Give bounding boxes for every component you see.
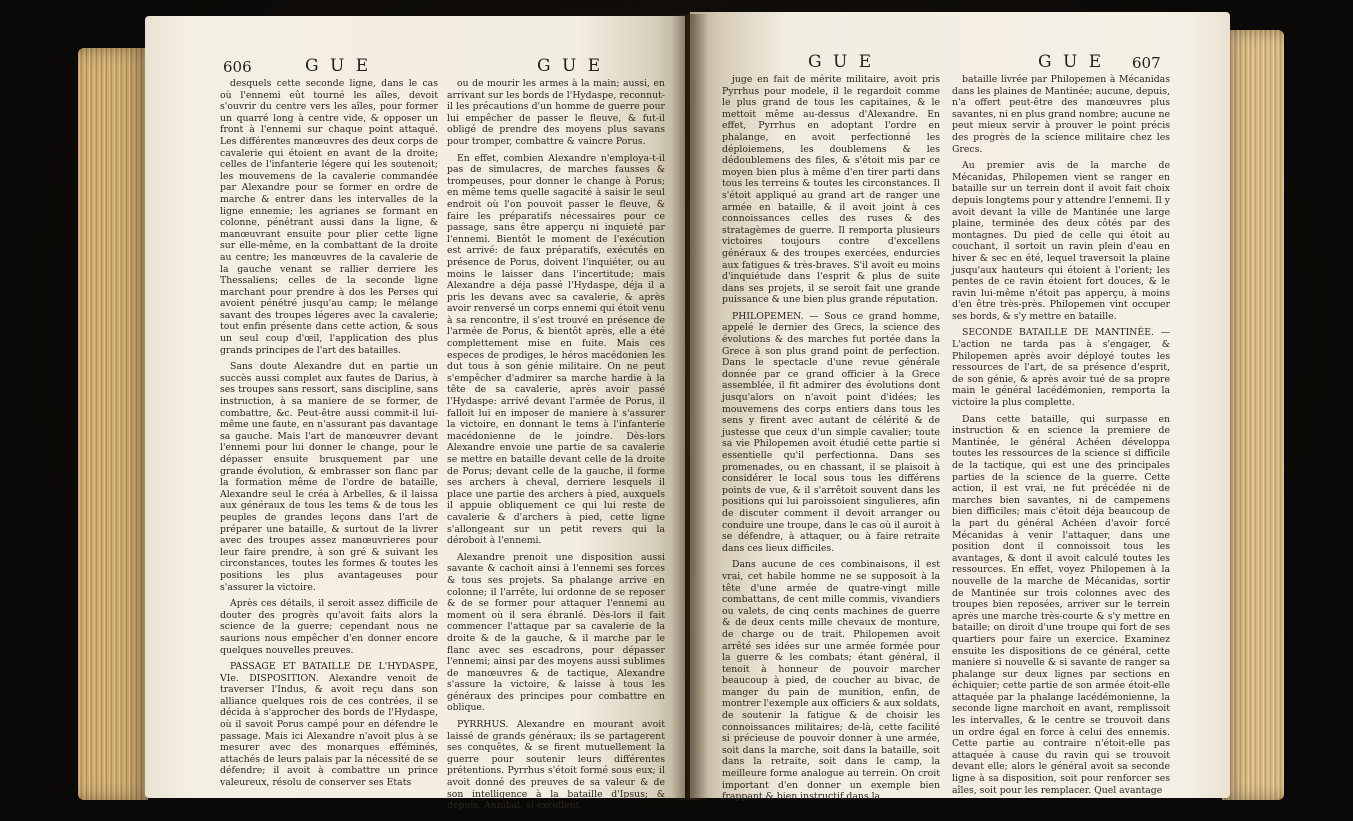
running-head-left-col1: G U E (305, 56, 372, 76)
page-number-left: 606 (223, 58, 252, 76)
right-page-column-1 (722, 74, 940, 808)
right-page-edges (1222, 30, 1284, 800)
paragraph: Après ces détails, il seroit assez difficile de douter des progrès qu'avoit faits alors la science de la guerre; cependant nous ne saurions nous empêcher d'en donner encore quelques nouvelles preuves. (220, 598, 438, 656)
right-page-column-2 (952, 74, 1170, 801)
paragraph: PHILOPEMEN. — Sous ce grand homme, appelé le dernier des Grecs, la science des évolutions & des marches fut portée dans la Grece à son plus grand point de perfection. Dans le spectacle d'une revue générale donnée par ce grand officier à la Grece assemblée, il fit admirer des évolutions dont jusqu'alors on n'avoit point d'idées; les mouvemens des corps entiers dans tous les sens y firent avec autant de célérité & de justesse que ceux d'un simple cavalier; toute sa vie Philopemen avoit étudié cette partie si essentielle qu'il perfectionna. Dans ses promenades, ou en chassant, il se plaisoit à considérer le local sous tous les différens points de vue, & il s'arrêtoit souvent dans les positions qui lui paroissoient singulieres, afin de discuter comment il devoit arranger ou conduire une troupe, dans le cas où il auroit à se défendre, à attaquer, ou à faire retraite dans ces lieux difficiles. (722, 310, 940, 554)
paragraph: Alexandre prenoit une disposition aussi savante & cachoit ainsi à l'ennemi ses forces & tous ses projets. Sa phalange arrive en colonne; il l'arrête, lui ordonne de se reposer & de se former pour attaquer l'ennemi au moment où il sera ébranlé. Dès-lors il fait commencer l'attaque par sa cavalerie de la droite & de la gauche, & il marche par le flanc avec ses escadrons, pour dépasser l'ennemi; ainsi par des moyens aussi sublimes de manœuvres & de tactique, Alexandre s'assure la victoire, & laisse à tous les généraux des principes pour combattre en oblique. (447, 551, 665, 714)
running-head-right-col2: G U E (1038, 52, 1105, 72)
paragraph: juge en fait de mérite militaire, avoit pris Pyrrhus pour modele, il le regardoit comme le plus grand de tous les capitaines, & le mettoit même au-dessus d'Alexandre. En effet, Pyrrhus en adoptant l'ordre en phalange, en avoit perfectionné les déploiemens, les doublemens & les dédoublemens des files, & s'étoit mis par ce moyen bien plus à même d'en tirer parti dans tous les terreins & toutes les circonstances. Il s'étoit appliqué au grand art de ranger une armée en bataille, & il avoit joint à ces connoissances celles des ruses & des stratagèmes de guerre. Il remporta plusieurs victoires toujours contre d'excellens généraux & des troupes exercées, endurcies aux fatigues & très-braves. S'il avoit eu moins d'inquiétude dans l'esprit & plus de suite dans ses projets, il se seroit fait une grande puissance & une bien plus grande réputation. (722, 74, 940, 306)
left-page-column-2 (447, 78, 665, 817)
page-number-right: 607 (1132, 54, 1161, 72)
left-page-column-1 (220, 78, 438, 794)
paragraph: PYRRHUS. Alexandre en mourant avoit laissé de grands généraux; ils se partagerent ses conquêtes, & se firent mutuellement la guerre pour soutenir leurs différentes prétentions. Pyrrhus s'étoit formé sous eux; il avoit donné des preuves de sa valeur & de son intelligence à la bataille d'Ipsus; & depuis, Annibal, si excellent (447, 719, 665, 812)
paragraph: ou de mourir les armes à la main; aussi, en arrivant sur les bords de l'Hydaspe, reconnut-il les précautions d'un homme de guerre pour lui empêcher de passer le fleuve, & fut-il obligé de prendre des moyens plus savans pour tromper, combattre & vaincre Porus. (447, 78, 665, 147)
paragraph: desquels cette seconde ligne, dans le cas où l'ennemi eût tourné les aîles, devoit s'ouvrir du centre vers les aîles, pour former un quarré long à centre vide, & opposer un front à l'ennemi sur chaque point attaqué. Les différentes manœuvres des deux corps de cavalerie qui étoient en avant de la droite; celles de l'infanterie légere qui les soutenoit; les mouvemens de la cavalerie commandée par Alexandre pour se former en ordre de marche & entrer dans les intervalles de la ligne ennemie; les agrianes se formant en colonne, pénétrant aussi dans la ligne, & manœuvrant ensuite pour plier cette ligne sur elle-même, en la combattant de la droite au centre; les manœuvres de la cavalerie de la gauche venant se rallier derriere les Thessaliens; celles de la seconde ligne marchant pour prendre à dos les Perses qui avoient pénétré jusqu'au camp; le mélange savant des troupes légeres avec la cavalerie; tout enfin présente dans cette action, & sous un seul coup d'œil, l'application des plus grands principes de l'art des batailles. (220, 78, 438, 356)
paragraph: SECONDE BATAILLE DE MANTINÉE. — L'action ne tarda pas à s'engager, & Philopemen après avoir déployé toutes les ressources de l'art, de sa présence d'esprit, de son génie, & après avoir tué de sa propre main le général lacédémonien, remporta la victoire la plus complette. (952, 327, 1170, 409)
paragraph: Au premier avis de la marche de Mécanidas, Philopemen vient se ranger en bataille sur un terrein dont il avoit fait choix depuis longtems pour y attendre l'ennemi. Il y avoit devant la ville de Mantinée une large plaine, terminée des deux côtés par des montagnes. Du pied de celle qui étoit au couchant, il sortoit un ravin plein d'eau en hiver & sec en été, lequel traversoit la plaine jusqu'aux hauteurs qui étoient à l'orient; les pentes de ce ravin étoient fort douces, & le ravin lui-même n'étoit pas apperçu, à moins d'en être très-près. Philopemen vint occuper ses bords, & s'y mettre en bataille. (952, 160, 1170, 322)
left-page-edges (78, 48, 148, 800)
paragraph: Dans aucune de ces combinaisons, il est vrai, cet habile homme ne se supposoit à la tête d'une armée de quatre-vingt mille combattans, de cent mille commis, vivandiers ou valets, de cinq cents machines de guerre & de deux cents mille chevaux de monture, de charge ou de trait. Philopemen avoit arrêté ses idées sur une armée formée pour la guerre & les combats; étant général, il tenoit à honneur de pouvoir marcher beaucoup à pied, de coucher au bivac, de manger du pain de munition, enfin, de montrer l'exemple aux officiers & aux soldats, de soutenir la fatigue & de choisir les connoissances militaires; de-là, cette facilité si précieuse de pouvoir donner à une armée, soit dans la marche, soit dans la bataille, soit dans la retraite, soit dans le camp, la meilleure forme analogue au terrein. On croit important d'en donner un exemple bien frappant & bien instructif dans la (722, 559, 940, 803)
running-head-left-col2: G U E (537, 56, 604, 76)
right-page (690, 12, 1230, 803)
running-head-right-col1: G U E (808, 52, 875, 72)
left-page (145, 16, 685, 812)
paragraph: En effet, combien Alexandre n'employa-t-il pas de simulacres, de marches fausses & trompeuses, pour donner le change à Porus; en même tems quelle sagacité à saisir le seul endroit où l'on pouvoit passer le fleuve, & faire les préparatifs nécessaires pour ce passage, sans être apperçu ni inquieté par l'ennemi. Bientôt le moment de l'exécution est arrivé: de faux préparatifs, exécutés en présence de Porus, doivent l'inquiéter, ou au moins le laisser dans l'incertitude; mais Alexandre a déja passé l'Hydaspe, déja il a pris les devans avec sa cavalerie, & après avoir renversé un corps ennemi qui étoit venu à sa rencontre, il s'est trouvé en présence de l'armée de Porus, & bientôt après, elle a été complettement mise en fuite. Mais ces especes de prodiges, le héros macédonien les dut tous à son génie militaire. On ne peut s'empêcher d'admirer sa marche hardie à la tête de sa cavalerie, après avoir passé l'Hydaspe: arrivé devant l'armée de Porus, il falloit lui en imposer de maniere à s'assurer la victoire, en donnant le tems à l'infanterie macédonienne de le joindre. Dès-lors Alexandre envoie une partie de sa cavalerie se mettre en bataille devant celle de la droite de Porus; devant celle de la gauche, il forme ses archers à cheval, derriere lesquels il place une partie des archers à pied, auxquels il appuie obliquement ce qui lui reste de cavalerie & d'archers à pied, cette ligne s'allongeant sur un petit revers qui la déroboit à l'ennemi. (447, 152, 665, 547)
paragraph: Dans cette bataille, qui surpasse en instruction & en science la premiere de Mantinée, le général Achéen développa toutes les ressources de la science si difficile de la tactique, qui est une des principales parties de la science de la guerre. Cette action, il est vrai, ne fut précédée ni de marches bien savantes, ni de campemens bien difficiles; mais c'étoit déja beaucoup de la part du général Achéen d'avoir forcé Mécanidas à venir l'attaquer, dans une position dont il connoissoit tous les avantages, & dont il avoit calculé toutes les ressources. En effet, voyez Philopemen à la nouvelle de la marche de Mécanidas, sortir de Mantinée sur trois colonnes avec des troupes bien reposées, arriver sur le terrein après une marche très-courte & s'y mettre en bataille; on diroit d'une troupe qui fort de ses quartiers pour faire un exercice. Examinez ensuite les dispositions de ce général, cette maniere si nouvelle & si savante de ranger sa phalange sur deux lignes par sections en échiquier; cette partie de son armée étoit-elle attaquée par la phalange lacédémonienne, la seconde ligne marchoit en avant, remplissoit les intervalles, & le centre se trouvoit dans un ordre égal en force à celui des ennemis. Cette partie au contraire n'étoit-elle pas attaquée à cause du ravin qui se trouvoit devant elle; alors le général avoit sa seconde ligne à sa disposition, soit pour renforcer ses aîles, soit pour les remplacer. Quel avantage (952, 413, 1170, 796)
paragraph: PASSAGE ET BATAILLE DE L'HYDASPE, VIe. DISPOSITION. Alexandre venoit de traverser l'Indus, & avoit reçu dans son alliance quelques rois de ces contrées, il se décida à s'approcher des bords de l'Hydaspe, où il savoit Porus campé pour en défendre le passage. Mais ici Alexandre n'avoit plus à se mesurer avec des monarques efféminés, attachés de leurs palais par la nécessité de se défendre; il avoit à combattre un prince valeureux, résolu de conserver ses Etats (220, 661, 438, 789)
paragraph: Sans doute Alexandre dut en partie un succès aussi complet aux fautes de Darius, à ses troupes sans ressort, sans discipline, sans instruction, à sa maniere de se former, de combattre, &c. Peut-être aussi commit-il lui-même une faute, en n'assurant pas davantage sa gauche. Mais l'art de manœuvrer devant l'ennemi pour lui donner le change, pour le dépasser ensuite brusquement par une grande évolution, & embrasser son flanc par la formation même de l'ordre de bataille, Alexandre seul le créa à Arbelles, & il laissa aux généraux de tous les tems & de tous les peuples de grandes leçons dans l'art de préparer une bataille, & surtout de la livrer avec des troupes assez manœuvrieres pour leur faire prendre, à son gré & suivant les circonstances, toutes les formes & toutes les positions les plus avantageuses pour s'assurer la victoire. (220, 361, 438, 593)
paragraph: bataille livrée par Philopemen à Mécanidas dans les plaines de Mantinée; aucune, depuis, n'a offert peut-être des manœuvres plus savantes, ni en plus grand nombre; aucune ne peut mieux servir à prouver le point précis des progrès de la science militaire chez les Grecs. (952, 74, 1170, 155)
